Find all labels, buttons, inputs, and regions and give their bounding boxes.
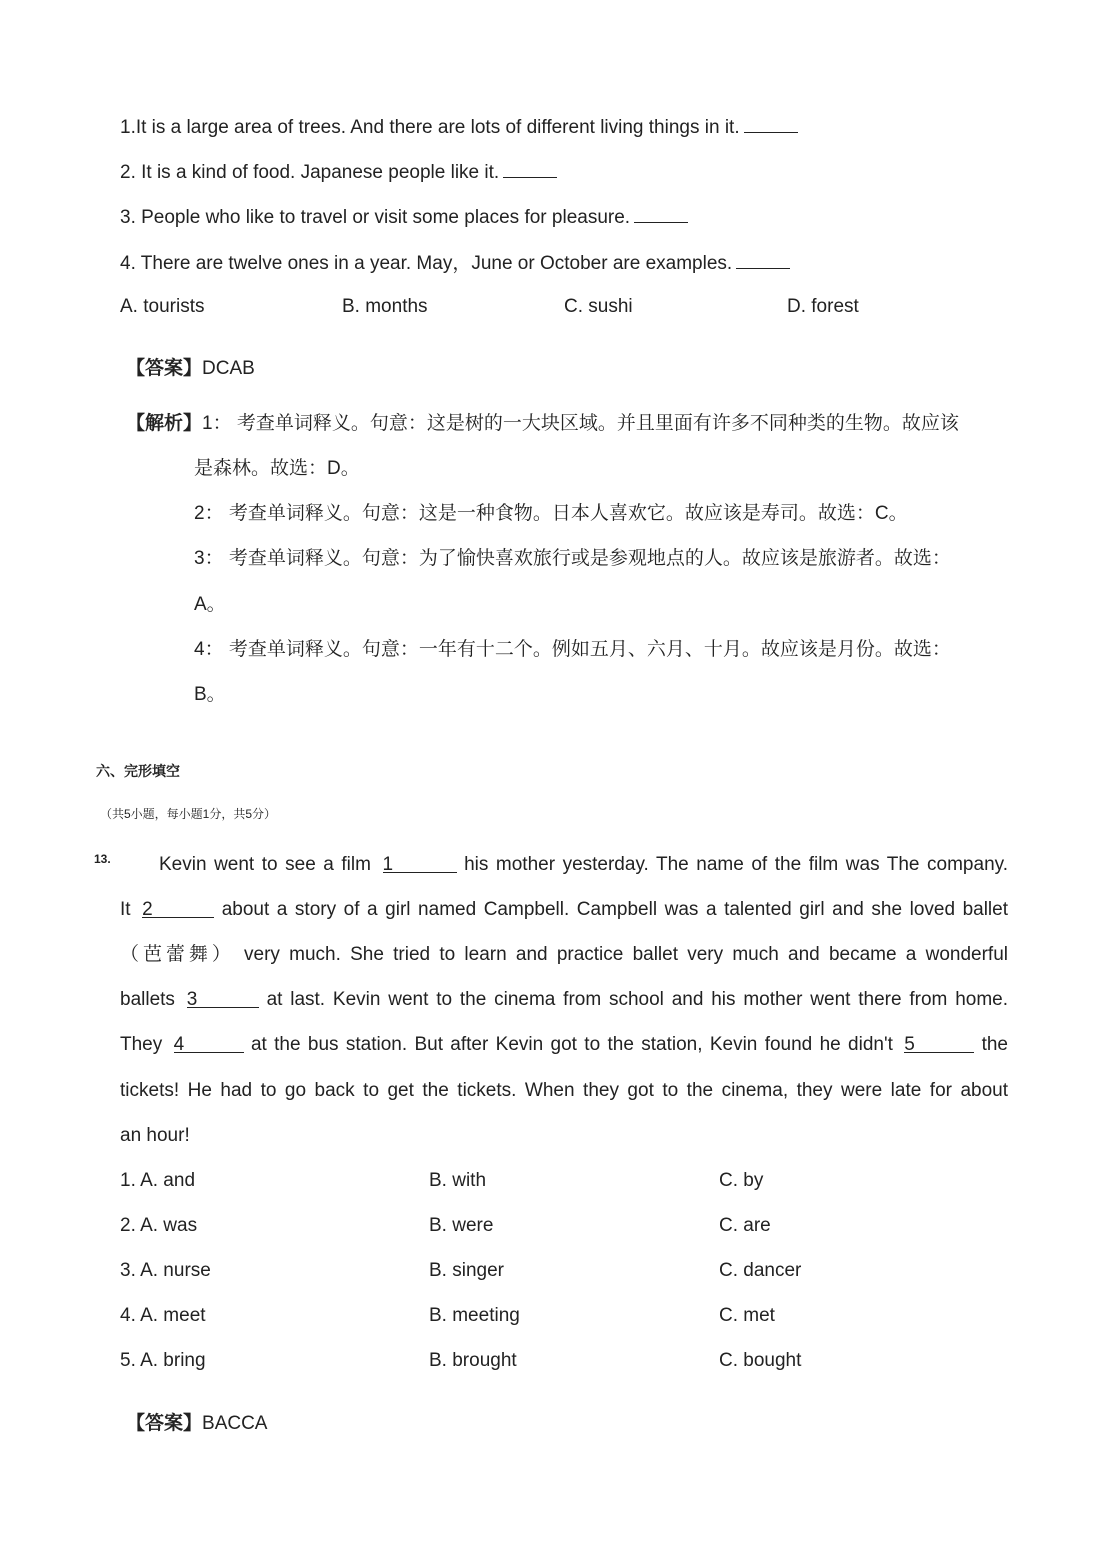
analysis-line-7: B。 xyxy=(194,684,226,705)
choice-1b: B. with xyxy=(429,1170,487,1191)
question-4-text: 4. There are twelve ones in a year. May，June or October are examples. xyxy=(120,253,733,274)
choice-5a: 5. A. bring xyxy=(120,1350,206,1371)
choice-3a: 3. A. nurse xyxy=(120,1260,211,1281)
answer-blank[interactable] xyxy=(503,159,557,178)
question-2 xyxy=(120,159,557,185)
analysis-label: 【解析】 xyxy=(126,413,203,434)
passage-text: the xyxy=(981,1034,1008,1055)
option-c: C. sushi xyxy=(564,296,633,317)
passage-text: They xyxy=(120,1034,163,1055)
choice-3b: B. singer xyxy=(429,1260,504,1281)
section-title: 六、完形填空 xyxy=(96,763,180,779)
passage-text: at the bus station. But after Kevin got to the station, Kevin found he didn't xyxy=(250,1034,893,1055)
choice-2c: C. are xyxy=(719,1215,771,1236)
analysis-line-3: 2： 考查单词释义。句意：这是一种食物。日本人喜欢它。故应该是寿司。故选：C。 xyxy=(194,503,908,524)
question-3 xyxy=(120,204,688,230)
blank-4[interactable]: 4 xyxy=(174,1034,244,1053)
answer-blank[interactable] xyxy=(744,114,798,133)
question-number: 13. xyxy=(94,852,111,866)
choice-2b: B. were xyxy=(429,1215,494,1236)
choice-1c: C. by xyxy=(719,1170,764,1191)
choice-4c: C. met xyxy=(719,1305,775,1326)
passage-line-4 xyxy=(120,988,1008,1012)
question-1-text: 1.It is a large area of trees. And there are lots of different living things in it. xyxy=(120,117,740,138)
passage-line-3 xyxy=(120,943,1008,967)
analysis-line-2: 是森林。故选：D。 xyxy=(194,458,360,479)
question-3-text: 3. People who like to travel or visit some places for pleasure. xyxy=(120,207,631,228)
choice-5b: B. brought xyxy=(429,1350,517,1371)
option-a: A. tourists xyxy=(120,296,205,317)
option-d: D. forest xyxy=(787,296,859,317)
analysis-line-6: 4： 考查单词释义。句意：一年有十二个。例如五月、六月、十月。故应该是月份。故选： xyxy=(194,639,951,660)
answer-line xyxy=(126,357,255,381)
question-4 xyxy=(120,250,790,276)
choice-4b: B. meeting xyxy=(429,1305,520,1326)
answer-blank[interactable] xyxy=(634,204,688,223)
analysis-text: 1： 考查单词释义。句意：这是树的一大块区域。并且里面有许多不同种类的生物。故应该 xyxy=(202,413,959,434)
analysis-line-5: A。 xyxy=(194,594,226,615)
passage-line-2 xyxy=(120,898,1008,922)
answer-line-13 xyxy=(126,1412,267,1436)
analysis-line-4: 3： 考查单词释义。句意：为了愉快喜欢旅行或是参观地点的人。故应该是旅游者。故选： xyxy=(194,548,951,569)
question-1 xyxy=(120,114,798,140)
section-note: （共5小题，每小题1分，共5分） xyxy=(100,807,277,821)
passage-text: an hour! xyxy=(120,1125,190,1146)
choice-4a: 4. A. meet xyxy=(120,1305,206,1326)
passage-line-5 xyxy=(120,1033,1008,1057)
passage-text: It xyxy=(120,899,131,920)
option-b: B. months xyxy=(342,296,428,317)
analysis-line-1 xyxy=(126,412,959,436)
passage-line-6 xyxy=(120,1079,1008,1103)
answer-label: 【答案】 xyxy=(126,358,203,379)
choice-5c: C. bought xyxy=(719,1350,802,1371)
blank-2[interactable]: 2 xyxy=(142,899,214,918)
passage-text: ballets xyxy=(120,989,175,1010)
passage-text: Kevin went to see a film xyxy=(159,854,371,875)
passage-text: about a story of a girl named Campbell. Campbell was a talented girl and she loved ballet xyxy=(221,899,1009,920)
passage-text: his mother yesterday. The name of the film was The company. xyxy=(464,854,1009,875)
answer-value: BACCA xyxy=(202,1413,268,1434)
passage-line-7 xyxy=(120,1124,1008,1148)
choice-1a: 1. A. and xyxy=(120,1170,196,1191)
answer-label: 【答案】 xyxy=(126,1413,203,1434)
choice-2a: 2. A. was xyxy=(120,1215,198,1236)
answer-blank[interactable] xyxy=(736,250,790,269)
passage-text: （芭蕾舞） very much. She tried to learn and practice ballet very much and became a wonderful xyxy=(120,944,1008,965)
question-2-text: 2. It is a kind of food. Japanese people like it. xyxy=(120,162,500,183)
blank-3[interactable]: 3 xyxy=(187,989,259,1008)
blank-1[interactable]: 1 xyxy=(383,854,457,873)
answer-value: DCAB xyxy=(202,358,255,379)
passage-text: at last. Kevin went to the cinema from school and his mother went there from home. xyxy=(266,989,1009,1010)
passage-text: tickets! He had to go back to get the tickets. When they got to the cinema, they were late for about xyxy=(120,1080,1008,1101)
passage-line-1 xyxy=(159,853,1008,877)
choice-3c: C. dancer xyxy=(719,1260,802,1281)
blank-5[interactable]: 5 xyxy=(904,1034,974,1053)
